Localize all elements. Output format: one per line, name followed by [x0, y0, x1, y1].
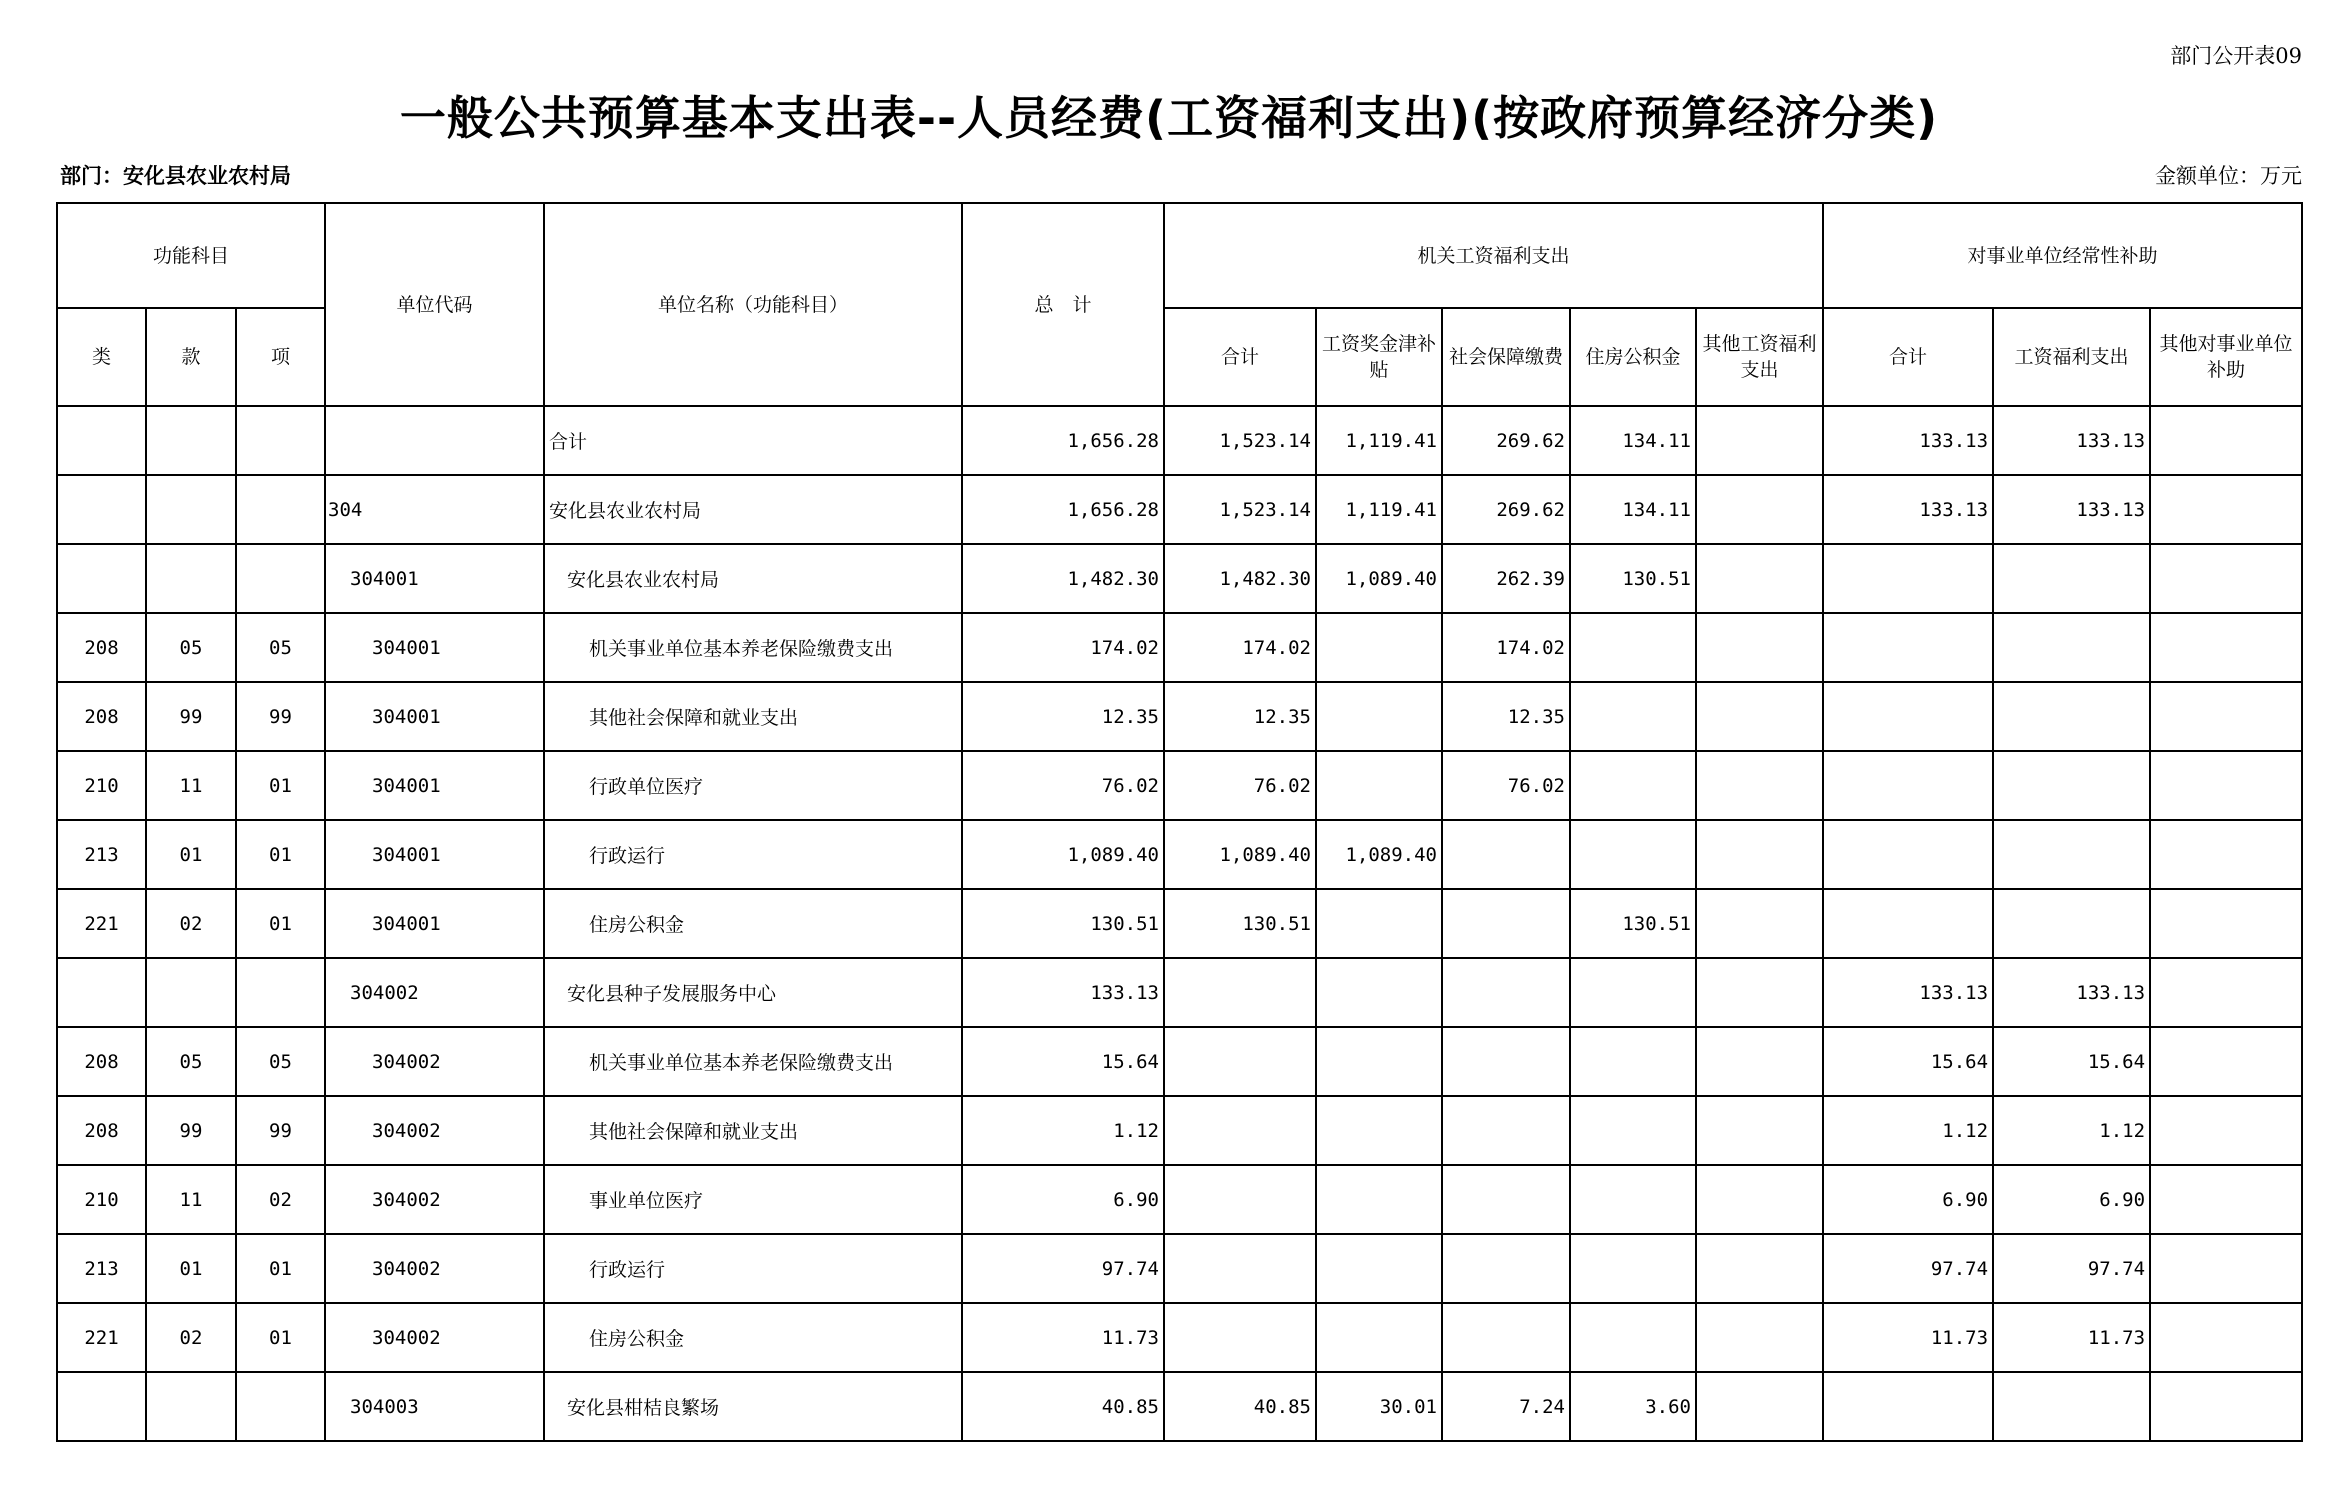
total-cell: 174.02: [962, 613, 1164, 682]
org-wage-cell: 1,119.41: [1316, 406, 1442, 475]
org-other-cell: [1696, 682, 1823, 751]
kuan-cell: 05: [146, 613, 236, 682]
org-housing-cell: [1570, 1234, 1696, 1303]
xiang-cell: 01: [236, 751, 325, 820]
unit-name-cell: 安化县农业农村局: [544, 544, 962, 613]
unit-code-cell: 304002: [325, 1096, 544, 1165]
sub-wage-cell: 15.64: [1993, 1027, 2150, 1096]
org-sum-cell: [1164, 1027, 1316, 1096]
org-wage-header: 工资奖金津补贴: [1316, 308, 1442, 406]
org-housing-header: 住房公积金: [1570, 308, 1696, 406]
total-cell: 97.74: [962, 1234, 1164, 1303]
org-social-cell: [1442, 1165, 1570, 1234]
lei-cell: 213: [57, 820, 146, 889]
sub-other-cell: [2150, 682, 2302, 751]
unit-name-cell: 合计: [544, 406, 962, 475]
sub-wage-cell: 133.13: [1993, 958, 2150, 1027]
sub-other-cell: [2150, 958, 2302, 1027]
sub-sum-cell: 6.90: [1823, 1165, 1993, 1234]
org-other-cell: [1696, 1165, 1823, 1234]
unit-name-cell: 住房公积金: [544, 1303, 962, 1372]
xiang-cell: 02: [236, 1165, 325, 1234]
sub-other-cell: [2150, 1234, 2302, 1303]
sub-other-cell: [2150, 751, 2302, 820]
org-social-cell: 262.39: [1442, 544, 1570, 613]
org-wage-cell: 1,089.40: [1316, 820, 1442, 889]
xiang-cell: 01: [236, 889, 325, 958]
table-row: [57, 889, 2302, 958]
total-cell: 1.12: [962, 1096, 1164, 1165]
kuan-cell: 11: [146, 1165, 236, 1234]
table-row: [57, 751, 2302, 820]
org-social-cell: [1442, 889, 1570, 958]
sub-other-cell: [2150, 889, 2302, 958]
org-housing-cell: [1570, 1027, 1696, 1096]
kuan-cell: 02: [146, 1303, 236, 1372]
sub-wage-cell: [1993, 613, 2150, 682]
total-cell: 11.73: [962, 1303, 1164, 1372]
unit-code-cell: 304003: [325, 1372, 544, 1441]
sub-other-cell: [2150, 820, 2302, 889]
org-wage-cell: [1316, 682, 1442, 751]
xiang-cell: [236, 544, 325, 613]
lei-cell: 208: [57, 682, 146, 751]
sub-wage-cell: 1.12: [1993, 1096, 2150, 1165]
unit-code-cell: 304001: [325, 751, 544, 820]
org-housing-cell: [1570, 1303, 1696, 1372]
table-row: [57, 1096, 2302, 1165]
expenditure-table: [56, 202, 2303, 1442]
sub-sum-cell: 133.13: [1823, 475, 1993, 544]
kuan-cell: [146, 544, 236, 613]
sub-other-cell: [2150, 1303, 2302, 1372]
org-social-cell: 174.02: [1442, 613, 1570, 682]
org-sum-cell: 174.02: [1164, 613, 1316, 682]
total-header: 总 计: [962, 203, 1164, 406]
form-number: 部门公开表09: [2170, 44, 2302, 68]
table-row: [57, 613, 2302, 682]
unit-name-cell: 行政单位医疗: [544, 751, 962, 820]
org-housing-cell: 134.11: [1570, 406, 1696, 475]
unit-code-cell: 304002: [325, 1303, 544, 1372]
org-housing-cell: [1570, 751, 1696, 820]
org-wage-cell: [1316, 1303, 1442, 1372]
org-sum-cell: 40.85: [1164, 1372, 1316, 1441]
unit-code-cell: 304001: [325, 889, 544, 958]
table-row: [57, 1027, 2302, 1096]
org-wage-cell: [1316, 613, 1442, 682]
kuan-cell: 05: [146, 1027, 236, 1096]
unit-name-header: 单位名称（功能科目）: [544, 203, 962, 406]
org-social-cell: [1442, 1096, 1570, 1165]
unit-code-header: 单位代码: [325, 203, 544, 406]
xiang-cell: [236, 958, 325, 1027]
sub-sum-cell: 11.73: [1823, 1303, 1993, 1372]
sub-sum-cell: 97.74: [1823, 1234, 1993, 1303]
org-other-cell: [1696, 406, 1823, 475]
org-other-cell: [1696, 1303, 1823, 1372]
org-wage-cell: [1316, 1027, 1442, 1096]
unit-code-cell: 304002: [325, 958, 544, 1027]
xiang-cell: [236, 406, 325, 475]
org-other-cell: [1696, 889, 1823, 958]
amount-unit-label: 金额单位：万元: [2155, 164, 2302, 188]
org-housing-cell: [1570, 1165, 1696, 1234]
xiang-cell: [236, 1372, 325, 1441]
org-other-cell: [1696, 958, 1823, 1027]
org-housing-cell: [1570, 682, 1696, 751]
sub-wage-cell: [1993, 751, 2150, 820]
org-other-cell: [1696, 1027, 1823, 1096]
org-other-cell: [1696, 820, 1823, 889]
table-row: [57, 1303, 2302, 1372]
sub-sum-cell: 15.64: [1823, 1027, 1993, 1096]
org-social-cell: [1442, 958, 1570, 1027]
sub-other-cell: [2150, 1372, 2302, 1441]
sub-wage-header: 工资福利支出: [1993, 308, 2150, 406]
org-housing-cell: 134.11: [1570, 475, 1696, 544]
sub-wage-cell: [1993, 1372, 2150, 1441]
org-wage-cell: 30.01: [1316, 1372, 1442, 1441]
lei-cell: 210: [57, 1165, 146, 1234]
org-wage-cell: [1316, 1234, 1442, 1303]
kuan-cell: [146, 406, 236, 475]
org-wage-cell: [1316, 751, 1442, 820]
table-row: [57, 406, 2302, 475]
total-cell: 76.02: [962, 751, 1164, 820]
org-sum-cell: 1,523.14: [1164, 475, 1316, 544]
org-wage-cell: [1316, 889, 1442, 958]
org-housing-cell: [1570, 613, 1696, 682]
lei-cell: 208: [57, 613, 146, 682]
org-social-cell: 12.35: [1442, 682, 1570, 751]
unit-code-cell: 304002: [325, 1234, 544, 1303]
sub-sum-cell: [1823, 889, 1993, 958]
sub-sum-cell: [1823, 544, 1993, 613]
sub-sum-cell: 133.13: [1823, 958, 1993, 1027]
org-sum-cell: [1164, 958, 1316, 1027]
org-other-header: 其他工资福利支出: [1696, 308, 1823, 406]
sub-other-cell: [2150, 1027, 2302, 1096]
unit-name-cell: 安化县种子发展服务中心: [544, 958, 962, 1027]
total-cell: 12.35: [962, 682, 1164, 751]
kuan-cell: 99: [146, 682, 236, 751]
org-other-cell: [1696, 613, 1823, 682]
unit-name-cell: 住房公积金: [544, 889, 962, 958]
sub-sum-cell: 1.12: [1823, 1096, 1993, 1165]
sub-sum-cell: 133.13: [1823, 406, 1993, 475]
sub-other-cell: [2150, 475, 2302, 544]
kuan-cell: [146, 475, 236, 544]
org-wage-cell: 1,089.40: [1316, 544, 1442, 613]
table-row: [57, 475, 2302, 544]
unit-code-cell: 304001: [325, 820, 544, 889]
kuan-cell: 99: [146, 1096, 236, 1165]
sub-other-cell: [2150, 1165, 2302, 1234]
org-housing-cell: [1570, 1096, 1696, 1165]
sub-wage-cell: 11.73: [1993, 1303, 2150, 1372]
xiang-cell: 01: [236, 820, 325, 889]
xiang-cell: 99: [236, 682, 325, 751]
lei-cell: [57, 475, 146, 544]
org-sum-cell: [1164, 1234, 1316, 1303]
sub-other-cell: [2150, 544, 2302, 613]
sub-sum-cell: [1823, 613, 1993, 682]
sub-sum-header: 合计: [1823, 308, 1993, 406]
total-cell: 1,656.28: [962, 475, 1164, 544]
org-sum-cell: 1,523.14: [1164, 406, 1316, 475]
org-housing-cell: 130.51: [1570, 544, 1696, 613]
func-subject-header: 功能科目: [57, 203, 325, 308]
unit-code-cell: 304001: [325, 682, 544, 751]
sub-wage-cell: [1993, 544, 2150, 613]
sub-wage-cell: 133.13: [1993, 406, 2150, 475]
org-sum-cell: 130.51: [1164, 889, 1316, 958]
table-row: [57, 958, 2302, 1027]
sub-wage-cell: [1993, 820, 2150, 889]
lei-cell: 221: [57, 1303, 146, 1372]
unit-name-cell: 行政运行: [544, 820, 962, 889]
org-housing-cell: 130.51: [1570, 889, 1696, 958]
lei-cell: [57, 544, 146, 613]
kuan-cell: 11: [146, 751, 236, 820]
lei-cell: 208: [57, 1096, 146, 1165]
sub-wage-cell: [1993, 682, 2150, 751]
org-wage-group-header: 机关工资福利支出: [1164, 203, 1823, 308]
org-sum-cell: 76.02: [1164, 751, 1316, 820]
org-wage-cell: [1316, 958, 1442, 1027]
org-housing-cell: 3.60: [1570, 1372, 1696, 1441]
sub-sum-cell: [1823, 682, 1993, 751]
total-cell: 1,656.28: [962, 406, 1164, 475]
unit-code-cell: 304: [325, 475, 544, 544]
org-social-cell: [1442, 1027, 1570, 1096]
sub-sum-cell: [1823, 1372, 1993, 1441]
kuan-cell: 01: [146, 820, 236, 889]
org-housing-cell: [1570, 958, 1696, 1027]
sub-other-cell: [2150, 1096, 2302, 1165]
lei-cell: [57, 406, 146, 475]
unit-code-cell: 304001: [325, 613, 544, 682]
lei-cell: 210: [57, 751, 146, 820]
org-wage-cell: [1316, 1096, 1442, 1165]
table-row: [57, 682, 2302, 751]
org-other-cell: [1696, 1234, 1823, 1303]
lei-cell: 208: [57, 1027, 146, 1096]
xiang-cell: [236, 475, 325, 544]
subsidy-group-header: 对事业单位经常性补助: [1823, 203, 2302, 308]
sub-sum-cell: [1823, 820, 1993, 889]
org-social-cell: 269.62: [1442, 406, 1570, 475]
page-title: 一般公共预算基本支出表--人员经费(工资福利支出)(按政府预算经济分类): [399, 91, 1939, 145]
sub-wage-cell: 6.90: [1993, 1165, 2150, 1234]
org-sum-header: 合计: [1164, 308, 1316, 406]
unit-name-cell: 机关事业单位基本养老保险缴费支出: [544, 1027, 962, 1096]
unit-name-cell: 机关事业单位基本养老保险缴费支出: [544, 613, 962, 682]
total-cell: 1,482.30: [962, 544, 1164, 613]
unit-name-cell: 行政运行: [544, 1234, 962, 1303]
unit-name-cell: 事业单位医疗: [544, 1165, 962, 1234]
lei-cell: 221: [57, 889, 146, 958]
sub-other-header: 其他对事业单位补助: [2150, 308, 2302, 406]
org-sum-cell: 1,089.40: [1164, 820, 1316, 889]
xiang-cell: 99: [236, 1096, 325, 1165]
xiang-cell: 01: [236, 1234, 325, 1303]
unit-name-cell: 安化县柑桔良繁场: [544, 1372, 962, 1441]
org-other-cell: [1696, 751, 1823, 820]
org-sum-cell: [1164, 1165, 1316, 1234]
xiang-cell: 01: [236, 1303, 325, 1372]
org-other-cell: [1696, 544, 1823, 613]
total-cell: 15.64: [962, 1027, 1164, 1096]
org-social-cell: [1442, 1303, 1570, 1372]
table-row: [57, 1165, 2302, 1234]
sub-wage-cell: [1993, 889, 2150, 958]
xiang-cell: 05: [236, 1027, 325, 1096]
total-cell: 130.51: [962, 889, 1164, 958]
lei-cell: [57, 958, 146, 1027]
kuan-header: 款: [146, 308, 236, 406]
kuan-cell: [146, 1372, 236, 1441]
lei-cell: [57, 1372, 146, 1441]
unit-code-cell: 304002: [325, 1165, 544, 1234]
xiang-header: 项: [236, 308, 325, 406]
org-sum-cell: 12.35: [1164, 682, 1316, 751]
unit-code-cell: 304001: [325, 544, 544, 613]
lei-cell: 213: [57, 1234, 146, 1303]
org-social-cell: 269.62: [1442, 475, 1570, 544]
kuan-cell: [146, 958, 236, 1027]
kuan-cell: 01: [146, 1234, 236, 1303]
sub-other-cell: [2150, 406, 2302, 475]
org-social-cell: 76.02: [1442, 751, 1570, 820]
org-social-cell: [1442, 1234, 1570, 1303]
table-row: [57, 820, 2302, 889]
org-other-cell: [1696, 475, 1823, 544]
unit-code-cell: [325, 406, 544, 475]
kuan-cell: 02: [146, 889, 236, 958]
org-wage-cell: 1,119.41: [1316, 475, 1442, 544]
org-other-cell: [1696, 1096, 1823, 1165]
unit-code-cell: 304002: [325, 1027, 544, 1096]
unit-name-cell: 安化县农业农村局: [544, 475, 962, 544]
total-cell: 6.90: [962, 1165, 1164, 1234]
org-sum-cell: [1164, 1303, 1316, 1372]
total-cell: 133.13: [962, 958, 1164, 1027]
sub-wage-cell: 133.13: [1993, 475, 2150, 544]
total-cell: 1,089.40: [962, 820, 1164, 889]
sub-other-cell: [2150, 613, 2302, 682]
department-label: 部门：安化县农业农村局: [60, 164, 291, 188]
sub-sum-cell: [1823, 751, 1993, 820]
table-row: [57, 544, 2302, 613]
org-social-cell: [1442, 820, 1570, 889]
lei-header: 类: [57, 308, 146, 406]
org-sum-cell: [1164, 1096, 1316, 1165]
org-social-cell: 7.24: [1442, 1372, 1570, 1441]
table-row: [57, 1234, 2302, 1303]
table-row: [57, 1372, 2302, 1441]
org-sum-cell: 1,482.30: [1164, 544, 1316, 613]
xiang-cell: 05: [236, 613, 325, 682]
sub-wage-cell: 97.74: [1993, 1234, 2150, 1303]
org-wage-cell: [1316, 1165, 1442, 1234]
unit-name-cell: 其他社会保障和就业支出: [544, 682, 962, 751]
org-other-cell: [1696, 1372, 1823, 1441]
unit-name-cell: 其他社会保障和就业支出: [544, 1096, 962, 1165]
org-social-header: 社会保障缴费: [1442, 308, 1570, 406]
org-housing-cell: [1570, 820, 1696, 889]
total-cell: 40.85: [962, 1372, 1164, 1441]
